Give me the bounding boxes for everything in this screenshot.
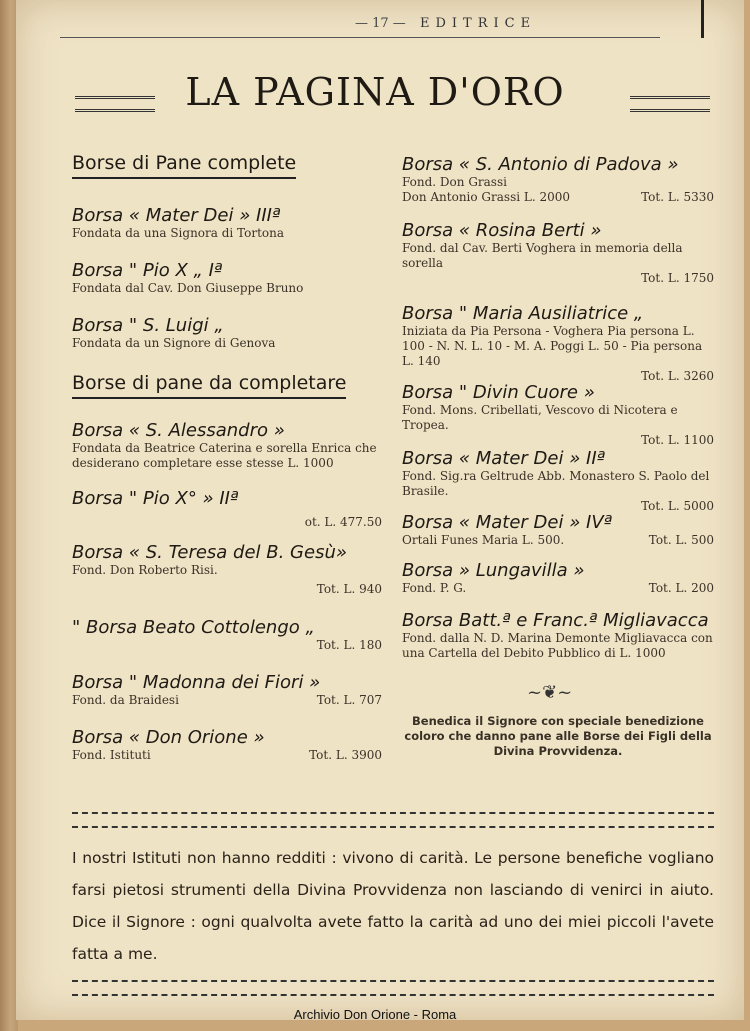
- header-rule: [701, 0, 704, 38]
- top-rule: [60, 37, 660, 38]
- entry-total: Tot. L. 1100: [641, 433, 714, 447]
- entry-pio-x-1: [72, 260, 382, 296]
- entry-heading: Borsa « S. Alessandro »: [72, 420, 285, 441]
- entry-heading: " Borsa Beato Cottolengo „: [72, 617, 315, 638]
- entry-heading: Borsa « Rosina Berti »: [402, 220, 602, 241]
- entry-desc: Fond. dalla N. D. Marina Demonte Migliavacca con una Cartella del Debito Pubblico di L. 1000: [402, 631, 713, 660]
- entry-pio-x-2: [72, 488, 382, 529]
- entry-total: Tot. L. 1750: [641, 271, 714, 285]
- entry-desc: Fondata da una Signora di Tortona: [72, 226, 285, 240]
- entry-heading: Borsa « S. Antonio di Padova »: [402, 154, 679, 175]
- entry-desc: Fondata da un Signore di Genova: [72, 336, 276, 350]
- entry-heading: Borsa " S. Luigi „: [72, 315, 224, 336]
- closing-paragraph: I nostri Istituti non hanno redditi : vivono di carità. Le persone benefiche vogliano farsi pietosi strumenti della Divina Provvidenza non lasciando di venirci in aiuto. Dice il Signore : ogni qualvolta avete fatto la carità ad uno dei miei piccoli l'avete fatta a me.: [72, 849, 714, 963]
- entry-mater-dei-3: [72, 205, 382, 241]
- archive-caption: Archivio Don Orione - Roma: [293, 1007, 457, 1022]
- blessing-text: Benedica il Signore con speciale benedizione coloro che danno pane alle Borse dei Figli della Divina Provvidenza.: [404, 714, 712, 758]
- entry-heading: Borsa " Pio X° » IIª: [72, 488, 239, 509]
- entry-total: Tot. L. 500: [648, 533, 714, 547]
- entry-s-luigi: [72, 315, 382, 351]
- entry-heading: Borsa « Don Orione »: [72, 727, 265, 748]
- entry-total: Tot. L. 200: [648, 581, 714, 595]
- entry-total: Tot. L. 940: [316, 582, 382, 596]
- entry-desc: Fond. Mons. Cribellati, Vescovo di Nicotera e Tropea.: [402, 403, 678, 432]
- entry-madonna-fiori: [72, 672, 382, 707]
- entry-don-orione: [72, 727, 382, 762]
- entry-desc: Iniziata da Pia Persona - Voghera Pia persona L. 100 - N. N. L. 10 - M. A. Poggi L. 50 - Pia persona L. 140: [402, 324, 703, 368]
- entry-migliavacca: [402, 610, 714, 661]
- entry-total: Tot. L. 707: [316, 693, 382, 707]
- entry-total: Tot. L. 5000: [641, 499, 714, 513]
- entry-heading: Borsa « Mater Dei » IIIª: [72, 205, 281, 226]
- divider-bottom: [72, 980, 714, 996]
- entry-cottolengo: [72, 617, 382, 652]
- entry-heading: Borsa « S. Teresa del B. Gesù»: [72, 542, 347, 563]
- section-heading-complete: Borse di Pane complete: [72, 152, 296, 179]
- title-ornament-right: [630, 96, 710, 112]
- entry-desc: Fond. dal Cav. Berti Voghera in memoria della sorella: [402, 241, 683, 270]
- entry-s-antonio: [402, 154, 714, 204]
- header-fragment: EDITRICE: [420, 16, 537, 31]
- entry-total: ot. L. 477.50: [304, 515, 382, 529]
- section-heading-to-complete: Borse di pane da completare: [72, 372, 346, 399]
- entry-s-alessandro: [72, 420, 382, 471]
- entry-total: Tot. L. 5330: [641, 190, 714, 204]
- entry-maria-ausiliatrice: [402, 303, 714, 383]
- entry-divin-cuore: [402, 382, 714, 447]
- page-title: LA PAGINA D'ORO: [185, 70, 565, 114]
- entry-total: Tot. L. 3900: [309, 748, 382, 762]
- entry-desc: Fond. Don Grassi: [402, 175, 507, 189]
- entry-heading: Borsa " Madonna dei Fiori »: [72, 672, 321, 693]
- entry-desc: Fondata da Beatrice Caterina e sorella Enrica che desiderano completare esse stesse L. 1000: [72, 441, 377, 470]
- entry-mater-dei-2: [402, 448, 714, 513]
- entry-heading: Borsa « Mater Dei » IVª: [402, 512, 613, 533]
- entry-rosina-berti: [402, 220, 714, 285]
- entry-desc: Fond. P. G.: [402, 581, 467, 595]
- divider-top: [72, 812, 714, 828]
- entry-desc: Fond. Sig.ra Geltrude Abb. Monastero S. Paolo del Brasile.: [402, 469, 710, 498]
- entry-desc: Fond. da Braidesi: [72, 693, 179, 707]
- entry-total: Tot. L. 3260: [641, 369, 714, 383]
- entry-desc-2: Don Antonio Grassi L. 2000: [402, 190, 571, 204]
- entry-total: Tot. L. 180: [316, 638, 382, 652]
- entry-desc: Fond. Don Roberto Risi.: [72, 563, 218, 577]
- entry-s-teresa: [72, 542, 382, 596]
- entry-heading: Borsa » Lungavilla »: [402, 560, 585, 581]
- entry-heading: Borsa Batt.ª e Franc.ª Migliavacca: [402, 610, 709, 631]
- entry-desc: Fondata dal Cav. Don Giuseppe Bruno: [72, 281, 304, 295]
- page-number: — 17 —: [355, 16, 406, 31]
- entry-heading: Borsa « Mater Dei » IIª: [402, 448, 606, 469]
- flourish-icon: ~❦~: [527, 682, 573, 703]
- entry-desc: Fond. Istituti: [72, 748, 151, 762]
- entry-heading: Borsa " Maria Ausiliatrice „: [402, 303, 644, 324]
- entry-heading: Borsa " Pio X „ Iª: [72, 260, 223, 281]
- entry-lungavilla: [402, 560, 714, 595]
- entry-mater-dei-4: [402, 512, 714, 547]
- entry-heading: Borsa " Divin Cuore »: [402, 382, 595, 403]
- entry-desc: Ortali Funes Maria L. 500.: [402, 533, 565, 547]
